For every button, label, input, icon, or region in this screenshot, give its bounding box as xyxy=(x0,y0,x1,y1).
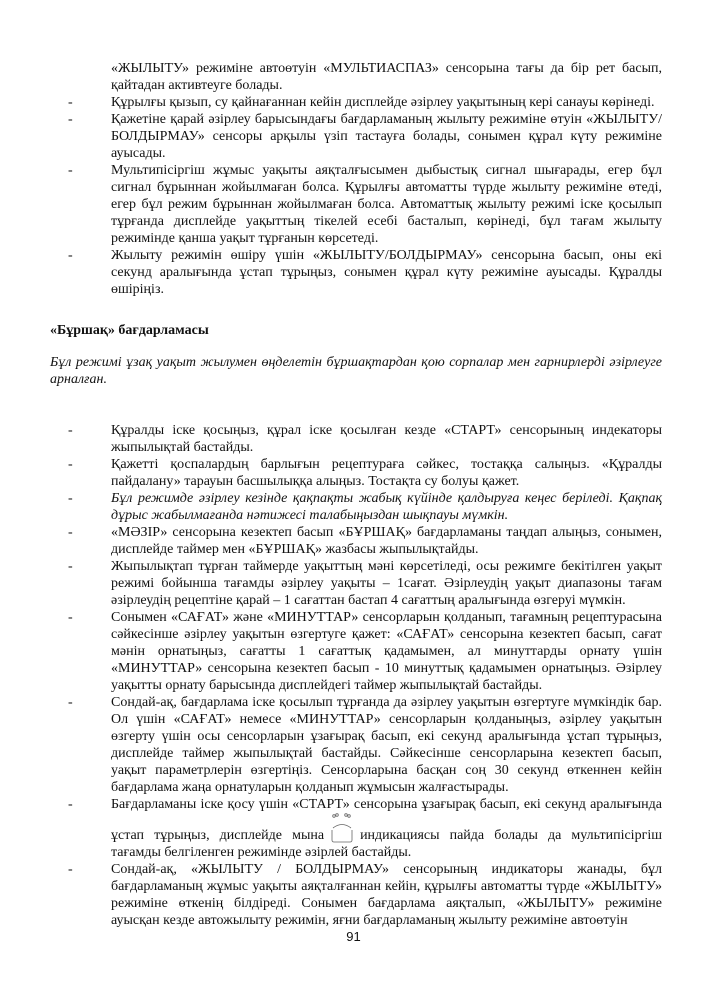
item-text: «МӘЗІР» сенсорына кезектеп басып «БҰРШАҚ» бағдарламаны таңдап алыңыз, сонымен, дисплейде таймер мен «БҰРШАҚ» жазбасы жыпылықтайды. xyxy=(111,525,662,557)
item-text: Сондай-ақ, «ЖЫЛЫТУ / БОЛДЫРМАУ» сенсорының индикаторы жанады, бұл бағдарламаның жұмыс уақыты аяқталғаннан кейін, құрылғы автоматты түрде «ЖЫЛЫТУ» режиміне өткенің білдіреді. Сонымен бағдарлама аяқталып, «ЖЫЛЫТУ» режиміне ауысқан кезде автожылыту режимін, яғни бағдарламаның жылыту режиміне автоөтуін xyxy=(111,862,662,928)
item-text: Мультипісіргіш жұмыс уақыты аяқталғысымен дыбыстық сигнал шығарады, егер бұл сигнал бұрыннан жойылмаған болса. Құрылғы автоматты түрде жылыту режиміне өтеді, егер бұл режим бұрыннан жойылмаған болса. Автоматтық жылыту режимі іске қосылып тұрғанда дисплейде уақыттың тікелей есебі басталып, көрінеді, бұл тағам жылыту режимінде қанша уақыт тұрғанын көрсетеді. xyxy=(111,163,662,246)
list-item xyxy=(68,456,662,490)
section-heading: «Бұршақ» бағдарламасы xyxy=(50,323,209,338)
continued-paragraph: «ЖЫЛЫТУ» режиміне автоөтуін «МУЛЬТИАСПАЗ» сенсорына тағы да бір рет басып, қайтадан активтеуге болады. xyxy=(111,61,662,93)
list-item xyxy=(68,694,662,796)
bullet-dash: - xyxy=(68,248,73,263)
bullet-dash: - xyxy=(68,862,73,877)
item-text: Қажетті қоспалардың барлығын рецептураға сәйкес, тостаққа салыңыз. «Құралды пайдалану» тарауын басшылыққа алыңыз. Тостақта су болуы қажет. xyxy=(111,457,662,489)
bullet-dash: - xyxy=(68,559,73,574)
list-item xyxy=(68,558,662,609)
list-item xyxy=(68,490,662,524)
section-intro: Бұл режимі ұзақ уақыт жылумен өңделетін бұршақтардан қою сорпалар мен гарнирлерді әзірлеуге арналған. xyxy=(50,355,662,387)
item-text: Қажетіне қарай әзірлеу барысындағы бағдарламаның жылыту режиміне өтуін «ЖЫЛЫТУ/БОЛДЫРМАУ» сенсоры арқылы үзіп тастауға болады, сонымен құрал күту режиміне ауысады. xyxy=(111,112,662,161)
bullet-dash: - xyxy=(68,423,73,438)
list-item xyxy=(68,111,662,162)
bullet-dash: - xyxy=(68,695,73,710)
item-text: Құрылғы қызып, су қайнағаннан кейін дисплейде әзірлеу уақытының кері санауы көрінеді. xyxy=(111,95,655,110)
item-text: Құралды іске қосыңыз, құрал іске қосылған кезде «СТАРТ» сенсорының индекаторы жыпылықтай бастайды. xyxy=(111,423,662,455)
bullet-dash: - xyxy=(68,95,73,110)
list-item xyxy=(68,861,662,929)
item-text: Сондай-ақ, бағдарлама іске қосылып тұрғанда да әзірлеу уақытын өзгертуге мүмкіндік бар. Ол үшін «САҒАТ» немесе «МИНУТТАР» сенсорларын қолданыңыз, әзірлеу уақытын өзгерту үшін осы сенсорларын ұзағырақ басып, екі секунд аралығында ұстап тұрыңыз, дисплейде таймер жыпылықтай бастайды. Сәйкесінше сенсорларына кезектеп басып, уақыт параметрлерін өзгертіңіз. Сенсорларына басқан соң 30 секунд өткеннен кейін бағдарлама жаңа орнатуларын қолданып жұмысын жалғастырады. xyxy=(111,695,662,795)
instructions-list-2 xyxy=(68,422,662,929)
cooking-pot-icon xyxy=(330,813,354,843)
list-item xyxy=(68,162,662,247)
list-item xyxy=(68,94,662,111)
bullet-dash: - xyxy=(68,457,73,472)
item-text: Жылыту режимін өшіру үшін «ЖЫЛЫТУ/БОЛДЫРМАУ» сенсорына басып, оны екі секунд аралығында ұстап тұрыңыз, сонымен құрал күту режиміне ауысады. Құралды өшіріңіз. xyxy=(111,248,662,297)
list-item xyxy=(68,247,662,298)
bullet-dash: - xyxy=(68,525,73,540)
bullet-dash: - xyxy=(68,163,73,178)
bullet-dash: - xyxy=(68,112,73,127)
item-text: Жыпылықтап тұрған таймерде уақыттың мәні көрсетіледі, осы режимге бекітілген уақыт режимі бойынша тағамды әзірлеу уақыты – 1сағат. Әзірлеудің уақыт диапазоны тағам әзірлеудің рецептіне қарай – 1 сағаттан бастап 4 сағаттың аралығында өзгеруі мүмкін. xyxy=(111,559,662,608)
list-item xyxy=(68,524,662,558)
bullet-dash: - xyxy=(68,797,73,812)
item-text: Бұл режимде әзірлеу кезінде қақпақты жабық күйінде қалдыруға кеңес беріледі. Қақпақ дұрыс жабылмағанда нәтижесі талабыңыздан шықпауы мүмкін. xyxy=(111,491,662,523)
item-text: Сонымен «САҒАТ» және «МИНУТТАР» сенсорларын қолданып, тағамның рецептурасына сәйкесінше әзірлеу уақытын өзгертуге қажет: «САҒАТ» сенсорына кезектеп басып, сағат мәнін орнатыңыз, сағатты 1 сағаттық қадамымен, ал минуттарды орнату үшін «МИНУТТАР» сенсорына кезектеп басып - 10 минуттық қадамымен орнатыңыз. Әзірлеу уақытты орнату барысында дисплейдегі таймер жыпылықтай бастайды. xyxy=(111,610,662,693)
item-text: индикациясы пайда болады да мультипісіргіш тағамды белгіленген режимінде әзірлей бастайды. xyxy=(111,828,662,860)
list-item xyxy=(68,796,662,861)
list-item xyxy=(68,422,662,456)
instructions-list-1 xyxy=(68,94,662,298)
bullet-dash: - xyxy=(68,610,73,625)
page-number: 91 xyxy=(346,929,361,944)
item-text: Бағдарламаны іске қосу үшін «СТАРТ» сенсорына ұзағырақ басып, екі секунд аралығында ұстап тұрыңыз, дисплейде мына xyxy=(111,797,662,843)
bullet-dash: - xyxy=(68,491,73,506)
list-item xyxy=(68,609,662,694)
